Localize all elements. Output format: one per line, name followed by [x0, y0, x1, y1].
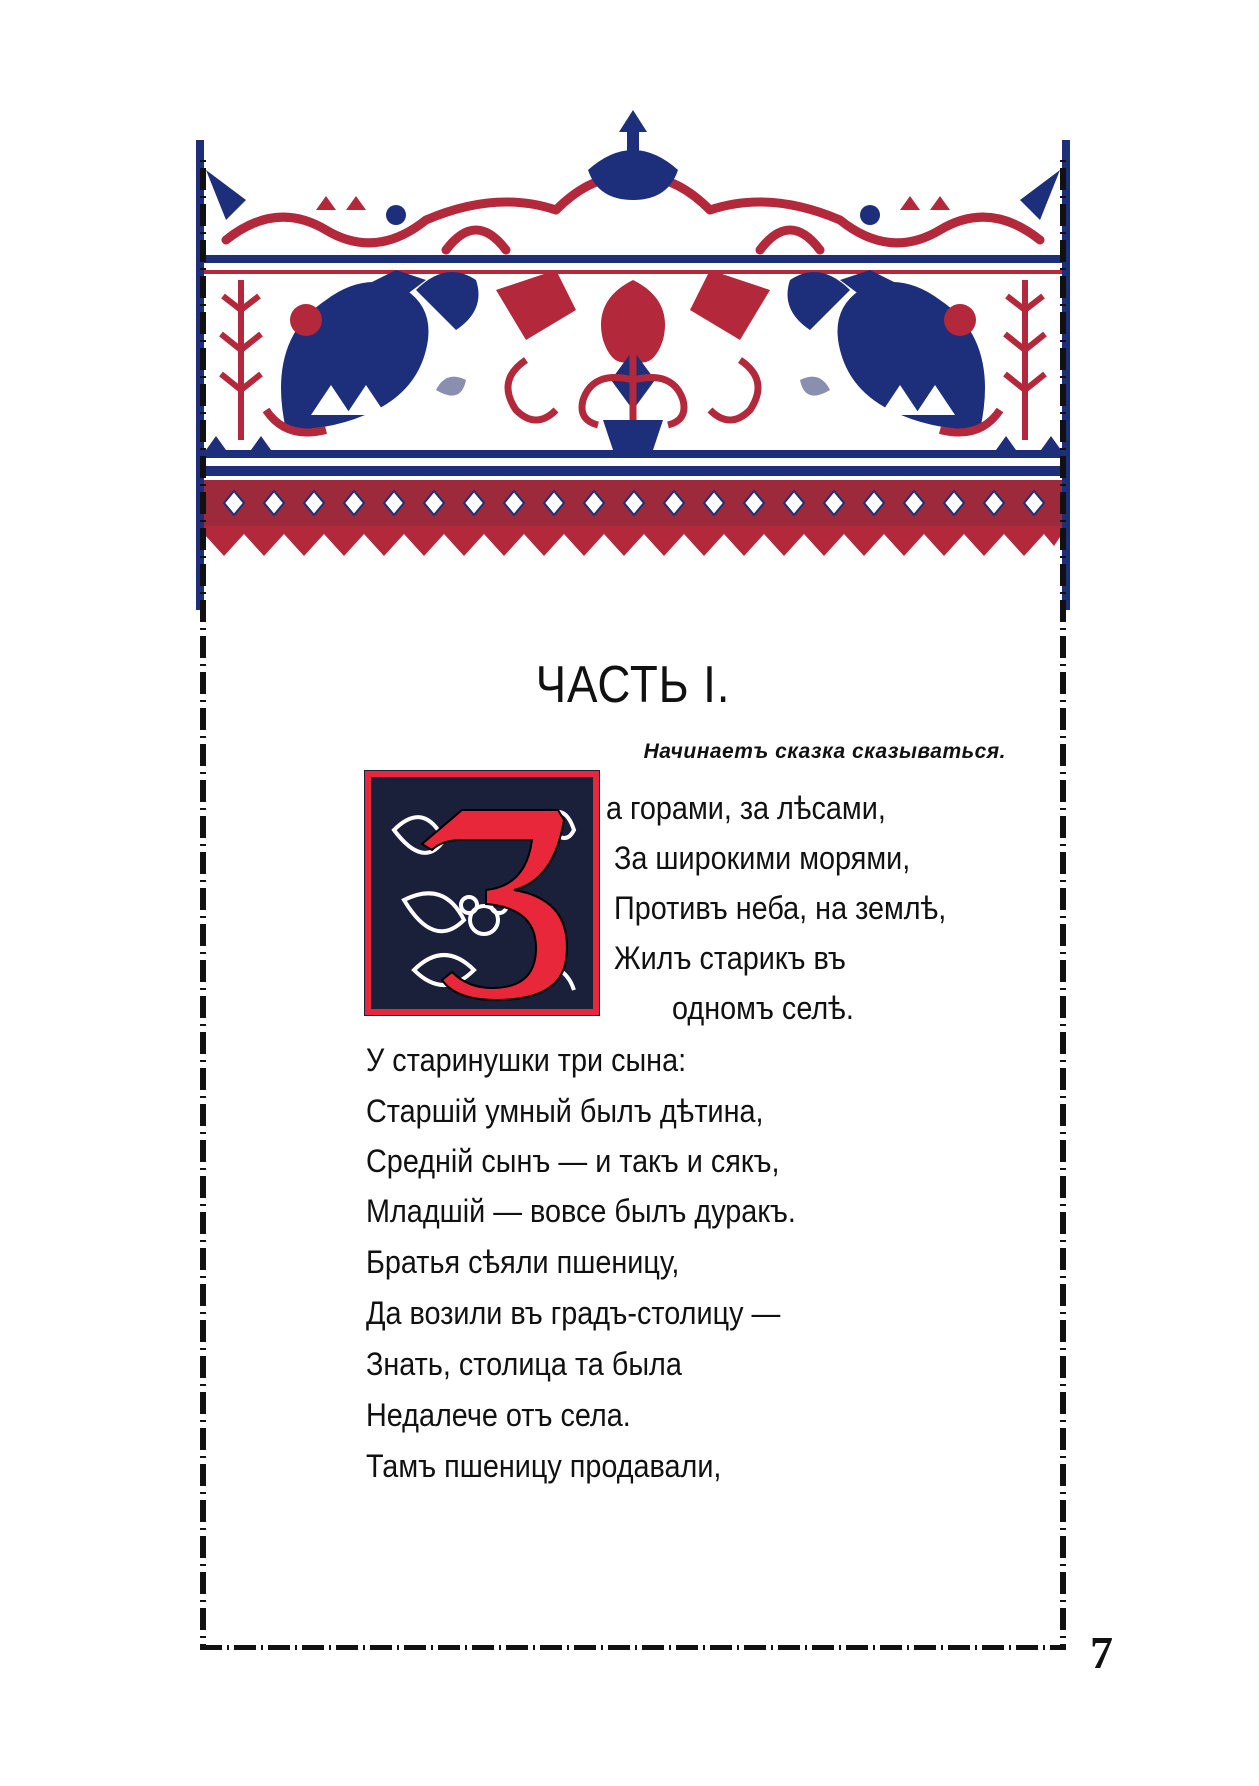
poem-line: Тамъ пшеницу продавали, [366, 1448, 722, 1484]
poem-line: одномъ селѣ. [672, 990, 854, 1026]
page-number: 7 [1090, 1627, 1113, 1678]
poem-line: Старшій умный былъ дѣтина, [366, 1093, 764, 1129]
poem-line: За широкими морями, [614, 840, 911, 876]
poem-line: Братья сѣяли пшеницу, [366, 1244, 680, 1280]
poem-line: Жилъ старикъ въ [614, 940, 846, 976]
bottom-border-rule [200, 1645, 1066, 1650]
poem-line: Младшій — вовсе былъ дуракъ. [366, 1193, 796, 1229]
poem-line: Знать, столица та была [366, 1346, 682, 1382]
part-title: ЧАСТЬ I. [535, 656, 731, 714]
poem-line: У старинушки три сына: [366, 1042, 687, 1078]
poem-line: а горами, за лѣсами, [606, 790, 886, 826]
left-border-rule [200, 160, 206, 1650]
subtitle: Начинаетъ сказка сказываться. [643, 740, 1006, 763]
illuminated-letter-z [364, 770, 600, 1016]
poem-line: Средній сынъ — и такъ и сякъ, [366, 1143, 780, 1179]
poem-line: Да возили въ градъ-столицу — [366, 1295, 781, 1331]
right-border-rule [1060, 160, 1066, 1650]
poem-line: Противъ неба, на землѣ, [614, 890, 947, 926]
poem-line: Недалече отъ села. [366, 1397, 631, 1433]
